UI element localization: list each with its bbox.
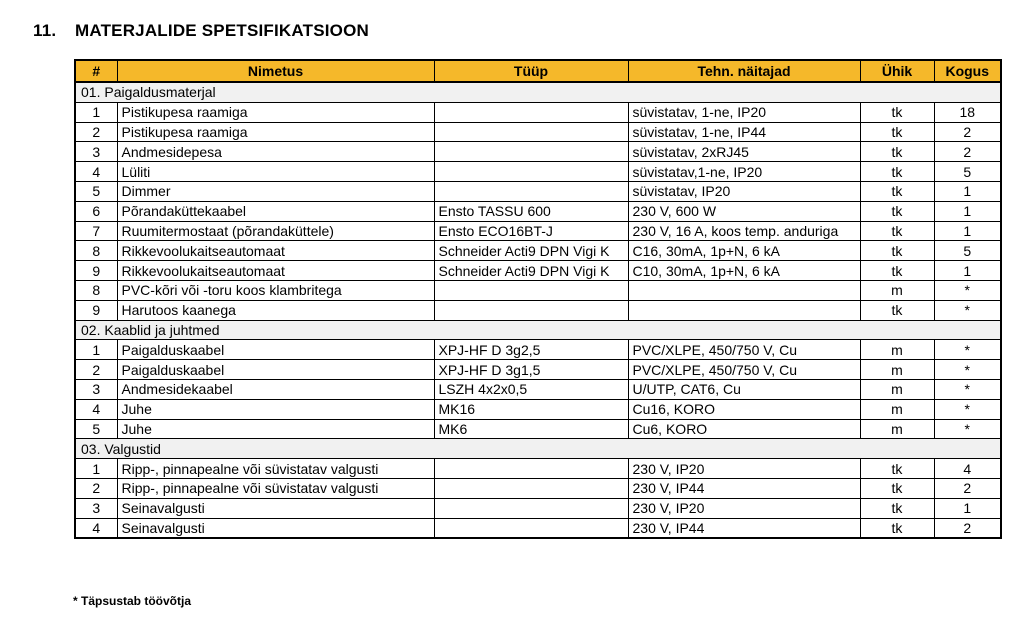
cell-unit: m xyxy=(860,360,934,380)
cell-spec: süvistatav,1-ne, IP20 xyxy=(628,162,860,182)
table-row xyxy=(75,300,1001,320)
cell-qty: 1 xyxy=(934,221,1001,241)
cell-type: XPJ-HF D 3g1,5 xyxy=(434,360,628,380)
cell-num: 1 xyxy=(75,459,117,479)
cell-num: 2 xyxy=(75,478,117,498)
cell-unit: tk xyxy=(860,300,934,320)
cell-type: Ensto TASSU 600 xyxy=(434,201,628,221)
cell-spec: süvistatav, 1-ne, IP20 xyxy=(628,102,860,122)
cell-spec xyxy=(628,300,860,320)
cell-type xyxy=(434,300,628,320)
cell-spec: süvistatav, 1-ne, IP44 xyxy=(628,122,860,142)
cell-num: 4 xyxy=(75,162,117,182)
cell-qty: 2 xyxy=(934,518,1001,538)
cell-unit: m xyxy=(860,379,934,399)
cell-qty: 2 xyxy=(934,478,1001,498)
cell-unit: tk xyxy=(860,122,934,142)
cell-qty: 2 xyxy=(934,142,1001,162)
cell-name: Pistikupesa raamiga xyxy=(117,122,434,142)
table-row xyxy=(75,221,1001,241)
cell-name: Ripp-, pinnapealne või süvistatav valgusti xyxy=(117,459,434,479)
cell-name: PVC-kõri või -toru koos klambritega xyxy=(117,280,434,300)
cell-num: 2 xyxy=(75,122,117,142)
cell-unit: m xyxy=(860,280,934,300)
column-header-type: Tüüp xyxy=(434,60,628,82)
cell-num: 8 xyxy=(75,241,117,261)
cell-num: 3 xyxy=(75,379,117,399)
cell-spec: 230 V, IP20 xyxy=(628,498,860,518)
cell-spec xyxy=(628,280,860,300)
cell-spec: Cu6, KORO xyxy=(628,419,860,439)
section-number: 11. xyxy=(33,21,57,40)
cell-name: Pistikupesa raamiga xyxy=(117,102,434,122)
cell-qty: 5 xyxy=(934,162,1001,182)
table-row xyxy=(75,340,1001,360)
cell-qty: 1 xyxy=(934,181,1001,201)
cell-qty: * xyxy=(934,340,1001,360)
cell-unit: m xyxy=(860,340,934,360)
table-row xyxy=(75,360,1001,380)
cell-type xyxy=(434,102,628,122)
cell-type xyxy=(434,518,628,538)
cell-num: 4 xyxy=(75,518,117,538)
cell-name: Harutoos kaanega xyxy=(117,300,434,320)
table-row xyxy=(75,498,1001,518)
section-row xyxy=(75,82,1001,102)
cell-num: 5 xyxy=(75,419,117,439)
cell-qty: * xyxy=(934,399,1001,419)
column-header-qty: Kogus xyxy=(934,60,1001,82)
table-row xyxy=(75,379,1001,399)
section-title: 03. Valgustid xyxy=(75,439,1001,459)
cell-type xyxy=(434,459,628,479)
cell-spec: Cu16, KORO xyxy=(628,399,860,419)
cell-unit: tk xyxy=(860,142,934,162)
cell-type xyxy=(434,122,628,142)
cell-num: 9 xyxy=(75,261,117,281)
cell-spec: PVC/XLPE, 450/750 V, Cu xyxy=(628,340,860,360)
cell-num: 5 xyxy=(75,181,117,201)
cell-spec: 230 V, 600 W xyxy=(628,201,860,221)
cell-unit: tk xyxy=(860,478,934,498)
cell-unit: tk xyxy=(860,102,934,122)
cell-unit: m xyxy=(860,399,934,419)
cell-type xyxy=(434,142,628,162)
cell-unit: tk xyxy=(860,181,934,201)
column-header-name: Nimetus xyxy=(117,60,434,82)
table-row xyxy=(75,399,1001,419)
cell-spec: 230 V, 16 A, koos temp. anduriga xyxy=(628,221,860,241)
cell-spec: süvistatav, IP20 xyxy=(628,181,860,201)
table-row xyxy=(75,201,1001,221)
cell-qty: 1 xyxy=(934,201,1001,221)
table-header-row xyxy=(75,60,1001,82)
cell-qty: * xyxy=(934,379,1001,399)
cell-qty: 4 xyxy=(934,459,1001,479)
cell-name: Seinavalgusti xyxy=(117,498,434,518)
cell-name: Rikkevoolukaitseautomaat xyxy=(117,261,434,281)
cell-type: Ensto ECO16BT-J xyxy=(434,221,628,241)
cell-name: Ripp-, pinnapealne või süvistatav valgusti xyxy=(117,478,434,498)
cell-num: 8 xyxy=(75,280,117,300)
cell-qty: 1 xyxy=(934,261,1001,281)
cell-name: Paigalduskaabel xyxy=(117,340,434,360)
table-row xyxy=(75,419,1001,439)
cell-name: Seinavalgusti xyxy=(117,518,434,538)
cell-name: Paigalduskaabel xyxy=(117,360,434,380)
cell-type: Schneider Acti9 DPN Vigi K xyxy=(434,261,628,281)
section-row xyxy=(75,320,1001,340)
cell-qty: 18 xyxy=(934,102,1001,122)
page-title xyxy=(33,21,369,41)
column-header-spec: Tehn. näitajad xyxy=(628,60,860,82)
materials-table xyxy=(74,59,1002,539)
cell-unit: tk xyxy=(860,261,934,281)
section-title: MATERJALIDE SPETSIFIKATSIOON xyxy=(75,21,369,40)
cell-spec: süvistatav, 2xRJ45 xyxy=(628,142,860,162)
cell-unit: tk xyxy=(860,518,934,538)
cell-unit: tk xyxy=(860,241,934,261)
cell-qty: * xyxy=(934,280,1001,300)
cell-num: 1 xyxy=(75,102,117,122)
cell-unit: m xyxy=(860,419,934,439)
cell-num: 3 xyxy=(75,498,117,518)
cell-spec: U/UTP, CAT6, Cu xyxy=(628,379,860,399)
cell-qty: 5 xyxy=(934,241,1001,261)
footnote: * Täpsustab töövõtja xyxy=(73,594,192,608)
cell-type: MK6 xyxy=(434,419,628,439)
cell-type: XPJ-HF D 3g2,5 xyxy=(434,340,628,360)
cell-name: Andmesidepesa xyxy=(117,142,434,162)
cell-qty: 2 xyxy=(934,122,1001,142)
cell-spec: 230 V, IP44 xyxy=(628,518,860,538)
table-row xyxy=(75,518,1001,538)
section-title: 01. Paigaldusmaterjal xyxy=(75,82,1001,102)
cell-qty: 1 xyxy=(934,498,1001,518)
cell-num: 6 xyxy=(75,201,117,221)
cell-spec: PVC/XLPE, 450/750 V, Cu xyxy=(628,360,860,380)
table-row xyxy=(75,181,1001,201)
cell-name: Lüliti xyxy=(117,162,434,182)
table-row xyxy=(75,122,1001,142)
cell-num: 7 xyxy=(75,221,117,241)
cell-name: Põrandaküttekaabel xyxy=(117,201,434,221)
table-row xyxy=(75,162,1001,182)
cell-spec: C16, 30mA, 1p+N, 6 kA xyxy=(628,241,860,261)
cell-num: 3 xyxy=(75,142,117,162)
cell-qty: * xyxy=(934,300,1001,320)
cell-unit: tk xyxy=(860,498,934,518)
table-row xyxy=(75,459,1001,479)
cell-name: Juhe xyxy=(117,399,434,419)
cell-num: 9 xyxy=(75,300,117,320)
cell-type: MK16 xyxy=(434,399,628,419)
cell-spec: 230 V, IP20 xyxy=(628,459,860,479)
table-row xyxy=(75,241,1001,261)
cell-name: Juhe xyxy=(117,419,434,439)
cell-type xyxy=(434,498,628,518)
cell-num: 4 xyxy=(75,399,117,419)
table-row xyxy=(75,102,1001,122)
cell-name: Dimmer xyxy=(117,181,434,201)
cell-spec: 230 V, IP44 xyxy=(628,478,860,498)
table-row xyxy=(75,478,1001,498)
table-row xyxy=(75,142,1001,162)
cell-qty: * xyxy=(934,360,1001,380)
cell-num: 1 xyxy=(75,340,117,360)
cell-qty: * xyxy=(934,419,1001,439)
table-row xyxy=(75,261,1001,281)
table-body xyxy=(75,82,1001,538)
section-title: 02. Kaablid ja juhtmed xyxy=(75,320,1001,340)
column-header-unit: Ühik xyxy=(860,60,934,82)
table-row xyxy=(75,280,1001,300)
cell-unit: tk xyxy=(860,459,934,479)
cell-spec: C10, 30mA, 1p+N, 6 kA xyxy=(628,261,860,281)
cell-type xyxy=(434,478,628,498)
cell-type xyxy=(434,162,628,182)
cell-num: 2 xyxy=(75,360,117,380)
cell-unit: tk xyxy=(860,162,934,182)
cell-unit: tk xyxy=(860,221,934,241)
cell-type xyxy=(434,181,628,201)
cell-type: Schneider Acti9 DPN Vigi K xyxy=(434,241,628,261)
cell-name: Rikkevoolukaitseautomaat xyxy=(117,241,434,261)
cell-name: Ruumitermostaat (põrandaküttele) xyxy=(117,221,434,241)
section-row xyxy=(75,439,1001,459)
cell-type xyxy=(434,280,628,300)
cell-name: Andmesidekaabel xyxy=(117,379,434,399)
column-header-num: # xyxy=(75,60,117,82)
cell-unit: tk xyxy=(860,201,934,221)
cell-type: LSZH 4x2x0,5 xyxy=(434,379,628,399)
